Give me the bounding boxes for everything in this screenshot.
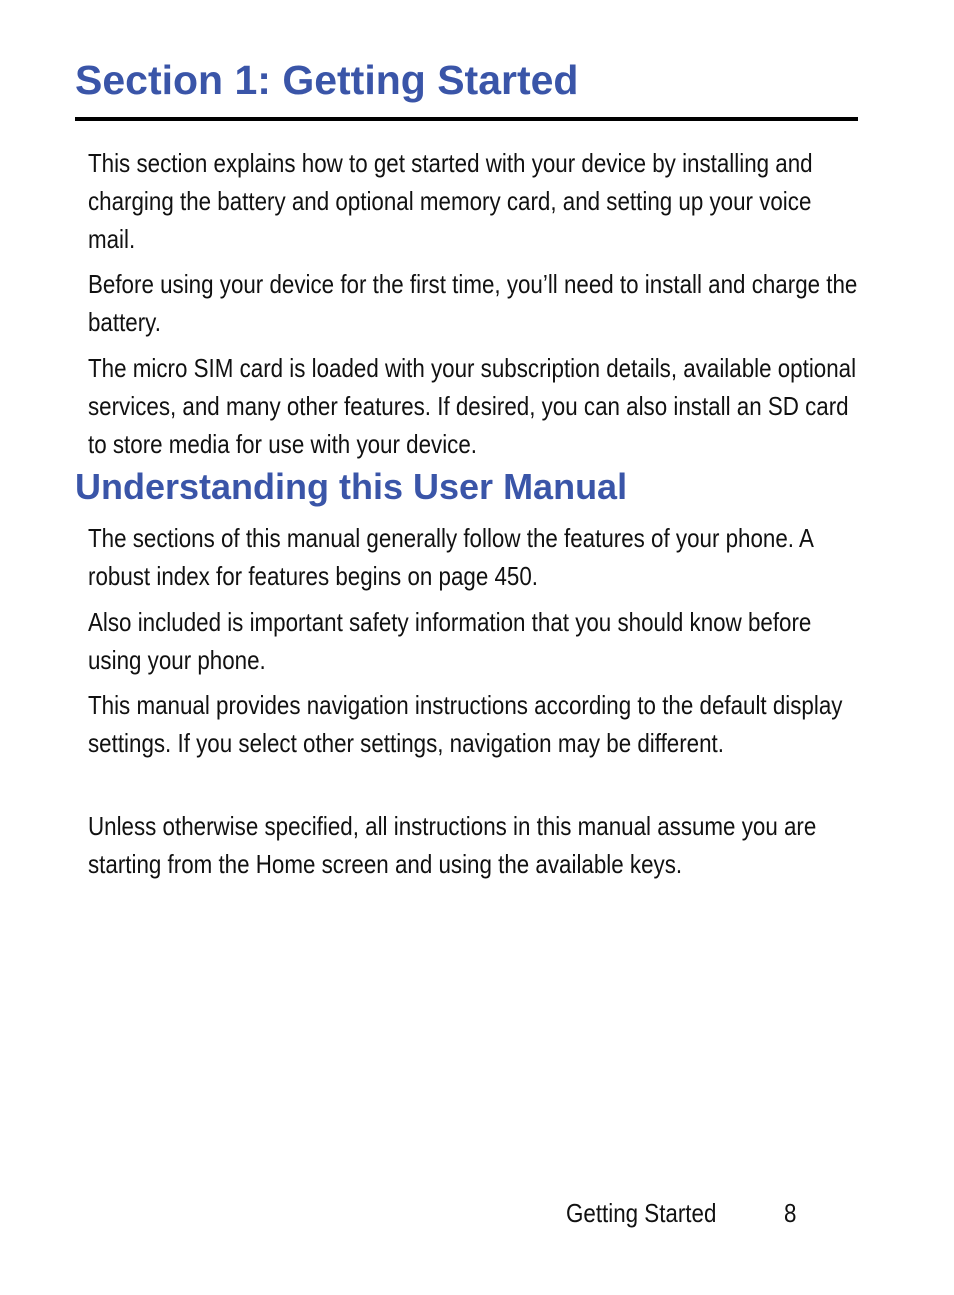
sim-card-paragraph: The micro SIM card is loaded with your subscription details, available optional services, and many other features. If desired, you can also install an SD card to store media for use with your device.: [88, 353, 857, 459]
title-divider: [75, 117, 858, 121]
page-number: 8: [784, 1198, 797, 1228]
subsection-heading: Understanding this User Manual: [75, 466, 628, 507]
navigation-paragraph: This manual provides navigation instructions according to the default display settings. If you select other settings, navigation may be different.: [88, 690, 843, 758]
footer-section-label: Getting Started: [566, 1198, 717, 1228]
safety-info-paragraph: Also included is important safety information that you should know before using your phone.: [88, 607, 812, 675]
manual-sections-paragraph: The sections of this manual generally follow the features of your phone. A robust index for features begins on page 450.: [88, 523, 813, 591]
intro-paragraph: This section explains how to get started with your device by installing and charging the battery and optional memory card, and setting up your voice mail.: [88, 148, 813, 254]
home-screen-paragraph: Unless otherwise specified, all instructions in this manual assume you are starting from the Home screen and using the available keys.: [88, 811, 817, 879]
section-title: Section 1: Getting Started: [75, 57, 579, 103]
battery-paragraph: Before using your device for the first time, you’ll need to install and charge the battery.: [88, 269, 858, 337]
